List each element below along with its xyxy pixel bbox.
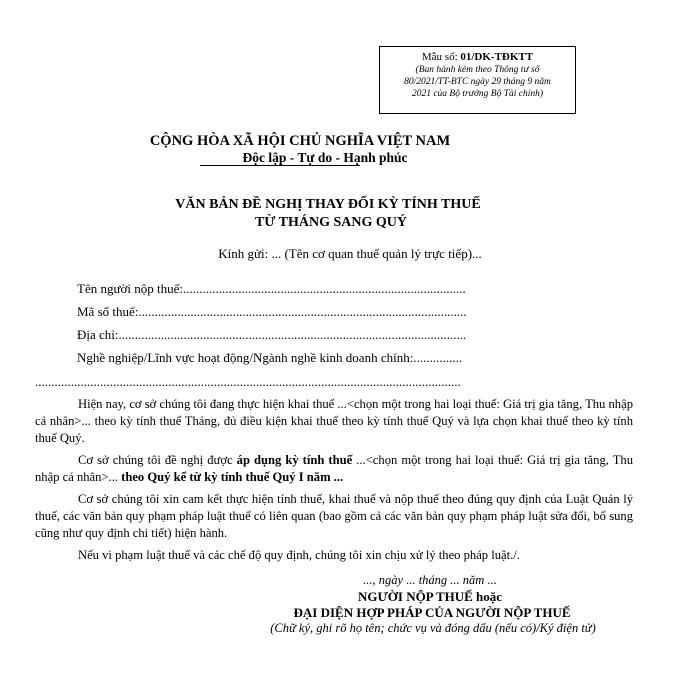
country-heading: CỘNG HÒA XÃ HỘI CHỦ NGHĨA VIỆT NAM — [149, 133, 451, 149]
paragraph-current-declaration: Hiện nay, cơ sở chúng tôi đang thực hiện khai thuế ...<chọn một trong hai loại thuế: Giá trị gia tăng, Thu nhập cá nhân>... theo kỳ tính thuế Tháng, đủ điều kiện khai thuế theo kỳ tính thuế Quý và lựa chọn khai thuế theo kỳ tính thuế Quý. — [35, 397, 633, 445]
signature-role-line1: NGƯỜI NỘP THUẾ hoặc — [357, 589, 503, 604]
paragraph-request — [35, 452, 633, 486]
tax-code-field: Mã số thuế:..................................................................................................... — [77, 304, 467, 319]
form-code-value: 01/DK-TĐKTT — [460, 51, 534, 63]
signature-role-line2: ĐẠI DIỆN HỢP PHÁP CỦA NGƯỜI NỘP THUẾ — [293, 605, 571, 620]
form-code — [380, 50, 575, 64]
occupation-field: Nghề nghiệp/Lĩnh vực hoạt động/Ngành nghề kinh doanh chính:............... — [77, 350, 463, 365]
signature-instruction: (Chữ ký, ghi rõ họ tên; chức vụ và đóng dấu (nếu có)/Ký điện tử) — [270, 621, 596, 635]
recipient-line: Kính gửi: ... (Tên cơ quan thuế quản lý trực tiếp)... — [218, 246, 482, 261]
form-code-prefix: Mẫu số: — [421, 51, 461, 63]
request-text-bold-a: áp dụng kỳ tính thuế — [236, 453, 353, 467]
motto-underline — [200, 165, 360, 166]
document-title-line2: TỪ THÁNG SANG QUÝ — [254, 215, 408, 230]
request-text-bold-b: theo Quý kể từ kỳ tính thuế Quý I năm ... — [121, 469, 344, 484]
paragraph-liability: Nếu vi phạm luật thuế và các chế độ quy định, chúng tôi xin chịu xử lý theo pháp luật./. — [78, 548, 520, 562]
extra-dotted-line: ................................................................................................................................... — [35, 374, 461, 389]
request-text-a: Cơ sở chúng tôi đề nghị được — [78, 453, 237, 467]
paragraph-commitment: Cơ sở chúng tôi xin cam kết thực hiện tính thuế, khai thuế và nộp thuế theo đúng quy định của Luật Quản lý thuế, các văn bản quy phạm pháp luật thuế có liên quan (bao gồm cả các văn bản quy phạm pháp luật sửa đổi, bổ sung cũng như quy định chi tiết) hiện hành. — [35, 492, 633, 540]
document-title-line1: VĂN BẢN ĐỀ NGHỊ THAY ĐỔI KỲ TÍNH THUẾ — [175, 197, 481, 212]
signature-date: ..., ngày ... tháng ... năm ... — [363, 573, 497, 587]
motto: Độc lập - Tự do - Hạnh phúc — [242, 150, 408, 165]
form-note-line2: 80/2021/TT-BTC ngày 29 tháng 9 năm — [404, 77, 551, 87]
address-field: Địa chỉ:........................................................................................................... — [77, 327, 467, 342]
request-text-c: ...<chọn một trong hai loại thuế: Giá trị gia tăng, Thu nhập cá nhân>... — [35, 453, 633, 484]
taxpayer-name-field: Tên người nộp thuế:....................................................................................... — [77, 281, 466, 296]
form-note-line1: (Ban hành kèm theo Thông tư số — [415, 65, 540, 75]
form-note-line3: 2021 của Bộ trưởng Bộ Tài chính) — [411, 89, 544, 99]
form-number-box — [379, 46, 576, 114]
